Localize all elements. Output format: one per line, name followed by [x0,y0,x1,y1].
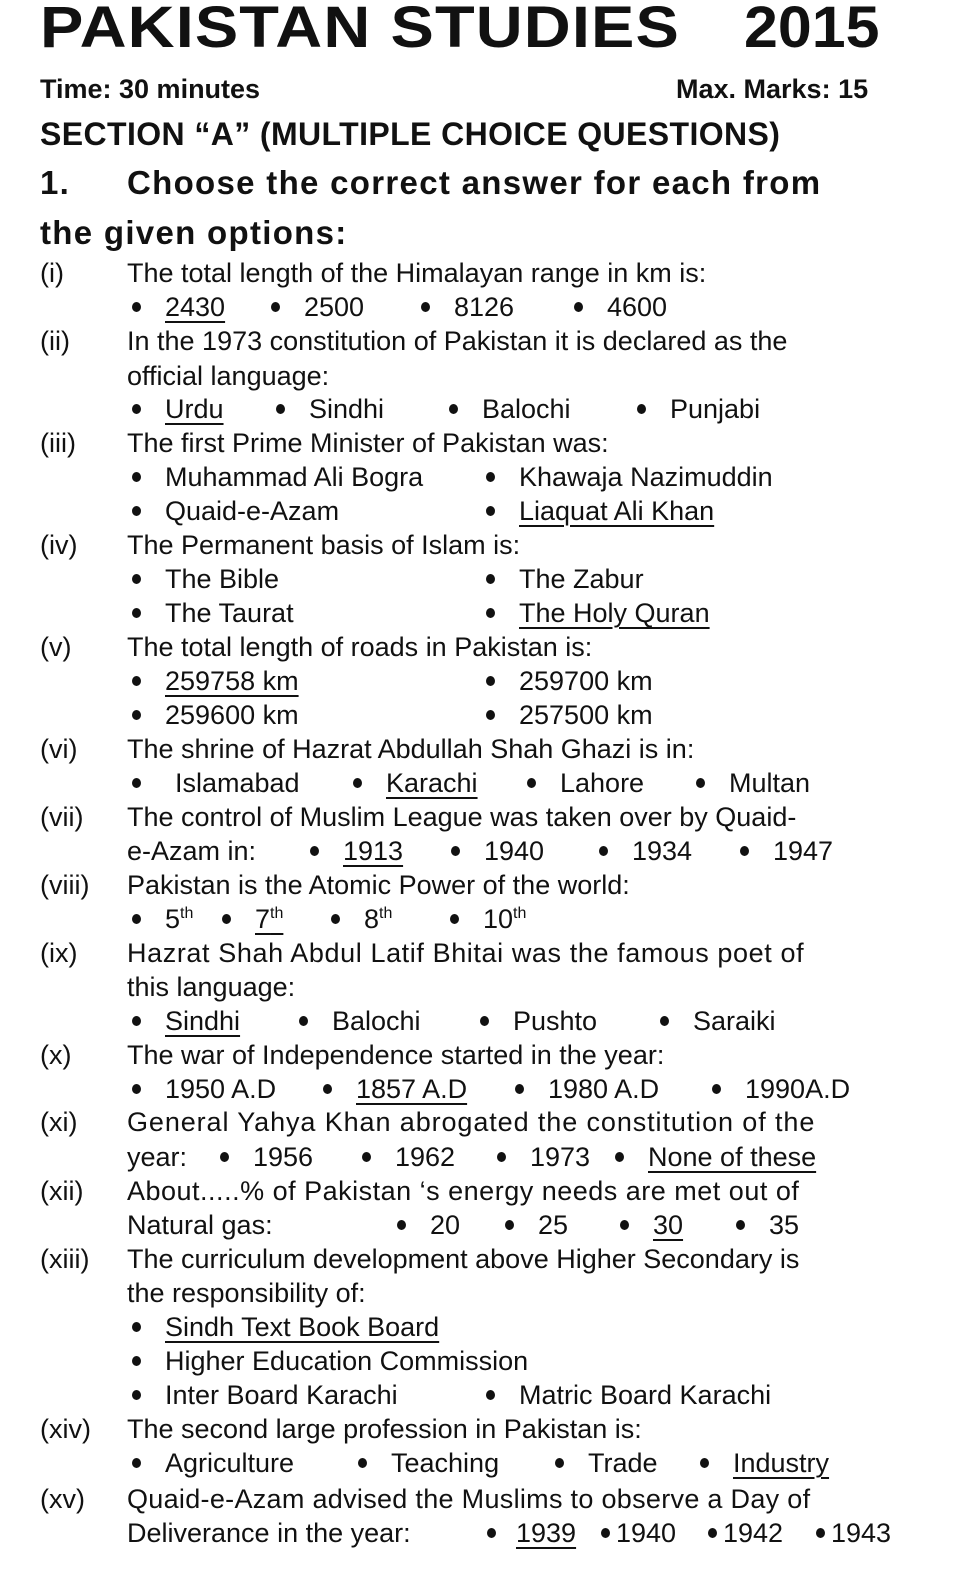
bullet-icon [132,506,141,516]
option: Pushto [480,1006,597,1037]
bullet-icon [276,404,285,414]
bullet-icon [331,914,340,924]
exam-year: 2015 [744,0,880,60]
option: Matric Board Karachi [486,1380,771,1411]
question-text: e-Azam in: [127,836,257,866]
question-number: (vii) [40,802,84,832]
option [132,1006,240,1037]
option [700,1448,829,1479]
bullet-icon [505,1220,514,1230]
question-text: Deliverance in the year: [127,1518,411,1548]
option: Saraiki [660,1006,776,1037]
option: 10th [450,904,526,935]
option: 1934 [599,836,692,867]
option: 1940 [601,1518,676,1549]
instruction-number: 1. [40,164,71,201]
question-text: General Yahya Khan abrogated the constitution of the [127,1107,816,1137]
option: 20 [397,1210,460,1241]
question-number: (iv) [40,530,78,560]
question-number: (xii) [40,1176,84,1206]
correct-answer: The Holy Quran [519,598,710,628]
question-number: (iii) [40,428,76,458]
bullet-icon [486,676,495,686]
bullet-icon [353,778,362,788]
option [132,292,225,323]
question-text: The total length of roads in Pakistan is: [127,632,593,662]
question-number: (ix) [40,938,78,968]
option: The Bible [132,564,279,595]
bullet-icon [660,1016,669,1026]
correct-answer: 2430 [165,292,226,322]
question-number: (viii) [40,870,90,900]
option: 2500 [271,292,364,323]
bullet-icon [486,506,495,516]
option: Higher Education Commission [132,1346,528,1377]
bullet-icon [712,1084,721,1094]
bullet-icon [515,1084,524,1094]
option: 1947 [740,836,833,867]
question-text: The war of Independence started in the year: [127,1040,665,1070]
correct-answer: Sindh Text Book Board [165,1312,440,1342]
option: 1990A.D [712,1074,850,1105]
correct-answer: Industry [733,1448,830,1478]
option: Muhammad Ali Bogra [132,462,423,493]
bullet-icon [310,846,319,856]
option: 8th [331,904,392,935]
option: 1956 [220,1142,313,1173]
question-text: year: [127,1142,188,1172]
bullet-icon [700,1458,709,1468]
bullet-icon [132,472,141,482]
question-text: Pakistan is the Atomic Power of the world: [127,870,630,900]
correct-answer: 7th [255,904,284,934]
option [620,1210,683,1241]
bullet-icon [486,608,495,618]
option: Sindhi [276,394,384,425]
bullet-icon [421,302,430,312]
option: The Zabur [486,564,644,595]
bullet-icon [220,1152,229,1162]
bullet-icon [132,1390,141,1400]
bullet-icon [486,1390,495,1400]
option: Balochi [299,1006,421,1037]
option [487,1518,576,1549]
option [132,1312,439,1343]
bullet-icon [736,1220,745,1230]
option: The Taurat [132,598,294,629]
option: Inter Board Karachi [132,1380,398,1411]
section-heading: SECTION “A” (MULTIPLE CHOICE QUESTIONS) [40,116,781,152]
question-number: (xv) [40,1484,85,1514]
bullet-icon [816,1528,825,1538]
bullet-icon [132,1084,141,1094]
question-text: The Permanent basis of Islam is: [127,530,521,560]
time-allowed: Time: 30 minutes [40,74,261,104]
bullet-icon [574,302,583,312]
bullet-icon [740,846,749,856]
bullet-icon [132,710,141,720]
correct-answer: 30 [653,1210,684,1240]
option: 25 [505,1210,568,1241]
bullet-icon [696,778,705,788]
option: 1973 [497,1142,590,1173]
option: 1942 [708,1518,783,1549]
bullet-icon [599,846,608,856]
option: Quaid-e-Azam [132,496,339,527]
bullet-icon [486,574,495,584]
option: 1940 [451,836,544,867]
option [132,394,224,425]
bullet-icon [132,574,141,584]
bullet-icon [487,1528,496,1538]
question-text: Quaid-e-Azam advised the Muslims to observe a Day of [127,1484,811,1514]
correct-answer: 1913 [343,836,404,866]
bullet-icon [601,1528,610,1538]
option [310,836,403,867]
bullet-icon [708,1528,717,1538]
instruction-line-1: Choose the correct answer for each from [127,164,822,201]
page-title: PAKISTAN STUDIES [40,0,680,60]
option: 8126 [421,292,514,323]
bullet-icon [480,1016,489,1026]
option [222,904,283,935]
correct-answer: Urdu [165,394,224,424]
bullet-icon [132,676,141,686]
option: 1950 A.D [132,1074,276,1105]
option [486,496,714,527]
option: 1962 [362,1142,455,1173]
question-number: (x) [40,1040,72,1070]
option [323,1074,467,1105]
bullet-icon [132,1016,141,1026]
option [353,768,478,799]
correct-answer: Karachi [386,768,478,798]
bullet-icon [271,302,280,312]
bullet-icon [486,710,495,720]
option: Multan [696,768,810,799]
question-number: (xi) [40,1107,78,1137]
bullet-icon [132,1322,141,1332]
option: Punjabi [637,394,760,425]
option: 259600 km [132,700,299,731]
option: 1980 A.D [515,1074,659,1105]
bullet-icon [555,1458,564,1468]
question-text: About.....% of Pakistan ‘s energy needs are met out of [127,1176,800,1206]
question-text: this language: [127,972,296,1002]
bullet-icon [497,1152,506,1162]
bullet-icon [132,404,141,414]
bullet-icon [132,914,141,924]
bullet-icon [358,1458,367,1468]
bullet-icon [362,1152,371,1162]
bullet-icon [486,472,495,482]
question-number: (xiii) [40,1244,90,1274]
bullet-icon [449,404,458,414]
option: Lahore [527,768,644,799]
question-text: the responsibility of: [127,1278,366,1308]
option: 1943 [816,1518,891,1549]
correct-answer: Sindhi [165,1006,241,1036]
max-marks: Max. Marks: 15 [676,74,869,104]
bullet-icon [527,778,536,788]
option: 5th [132,904,193,935]
correct-answer: Liaquat Ali Khan [519,496,715,526]
question-number: (i) [40,258,64,288]
question-text: The curriculum development above Higher Secondary is [127,1244,800,1274]
option [132,666,299,697]
question-number: (v) [40,632,72,662]
option: 259700 km [486,666,653,697]
bullet-icon [615,1152,624,1162]
bullet-icon [451,846,460,856]
correct-answer: None of these [648,1142,817,1172]
question-text: Hazrat Shah Abdul Latif Bhitai was the famous poet of [127,938,805,968]
correct-answer: 1939 [516,1518,577,1548]
bullet-icon [132,302,141,312]
question-number: (ii) [40,326,70,356]
bullet-icon [132,1458,141,1468]
instruction-line-2: the given options: [40,214,348,251]
question-text: The control of Muslim League was taken over by Quaid- [127,802,797,832]
question-number: (xiv) [40,1414,91,1444]
bullet-icon [620,1220,629,1230]
bullet-icon [132,1356,141,1366]
option: Islamabad [132,768,300,799]
option: Balochi [449,394,571,425]
bullet-icon [637,404,646,414]
bullet-icon [397,1220,406,1230]
question-text: The first Prime Minister of Pakistan was: [127,428,609,458]
question-text: The total length of the Himalayan range in km is: [127,258,707,288]
option [486,598,710,629]
question-text: The shrine of Hazrat Abdullah Shah Ghazi is in: [127,734,695,764]
question-text: Natural gas: [127,1210,273,1240]
option: Teaching [358,1448,499,1479]
option: 257500 km [486,700,653,731]
option [615,1142,816,1173]
bullet-icon [299,1016,308,1026]
correct-answer: 1857 A.D [356,1074,468,1104]
bullet-icon [132,778,141,788]
option: 4600 [574,292,667,323]
option: Khawaja Nazimuddin [486,462,773,493]
question-number: (vi) [40,734,78,764]
question-text: In the 1973 constitution of Pakistan it is declared as the [127,326,788,356]
bullet-icon [222,914,231,924]
option: Agriculture [132,1448,294,1479]
question-text: official language: [127,361,330,391]
correct-answer: 259758 km [165,666,299,696]
bullet-icon [450,914,459,924]
bullet-icon [132,608,141,618]
option: Trade [555,1448,658,1479]
question-text: The second large profession in Pakistan is: [127,1414,642,1444]
option: 35 [736,1210,799,1241]
bullet-icon [323,1084,332,1094]
